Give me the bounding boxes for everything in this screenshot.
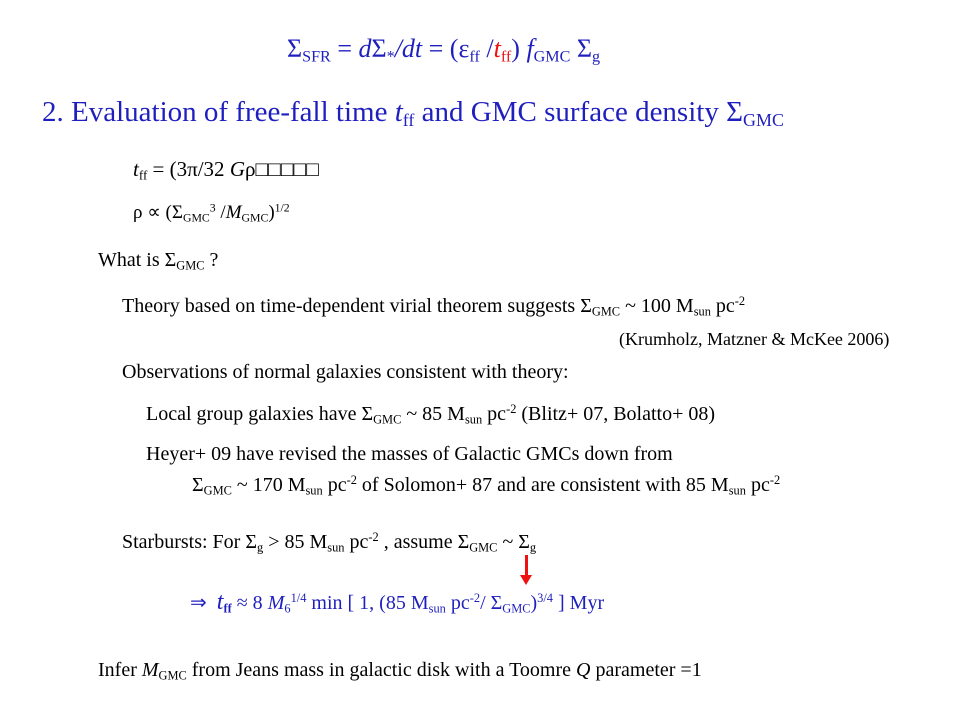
equation-text: / (479, 34, 494, 63)
starbursts-sup: -2 (368, 530, 379, 545)
result-text: ≈ 8 (231, 592, 268, 614)
heyer-msun-sub: sun (728, 483, 746, 498)
starbursts-g-sub: g (256, 540, 264, 555)
question-line (98, 249, 218, 272)
starbursts-gmc-sub: GMC (469, 540, 498, 555)
equation-sfr-sub: SFR (302, 48, 331, 66)
rho-sup: 3 (209, 201, 216, 215)
heading-sigma-sub: GMC (742, 110, 784, 131)
equation-epsilon: ε (458, 34, 470, 63)
theory-msun-sub: sun (693, 304, 711, 319)
rho-sup: 1/2 (274, 201, 290, 215)
result-msun-sub: sun (428, 601, 446, 616)
sfr-equation (287, 34, 600, 64)
result-sup: -2 (469, 591, 481, 606)
theory-text: Theory based on time-dependent virial theorem suggests Σ (122, 295, 592, 317)
local-group-sub: GMC (373, 412, 402, 427)
tff-text: = (3π/32 (147, 157, 230, 181)
infer-Q: Q (576, 659, 591, 681)
rho-text: / (215, 202, 226, 223)
equation-sigma-star: Σ (371, 34, 387, 63)
result-text: min [ 1, (85 M (306, 592, 429, 614)
result-M-sup: 1/4 (290, 591, 307, 606)
rho-M: M (225, 202, 242, 223)
rho-sub: GMC (182, 211, 210, 225)
heyer-text: pc (745, 474, 770, 496)
equation-t: t (493, 34, 501, 63)
equation-f-sub: GMC (533, 48, 571, 66)
implies-arrow-icon: ⇒ (190, 592, 207, 614)
equation-d: d (358, 34, 372, 63)
result-t: t (216, 589, 224, 615)
result-text: pc (445, 592, 470, 614)
rho-formula (133, 201, 290, 224)
heyer-sigma: Σ (192, 474, 204, 496)
heading-t-sub: ff (402, 110, 415, 131)
question-text: What is Σ (98, 249, 177, 271)
result-sup: 3/4 (537, 591, 554, 606)
heading-text: and GMC surface density (414, 96, 727, 128)
result-formula (190, 589, 604, 616)
result-text: / Σ (480, 592, 503, 614)
tff-rho: ρ (244, 157, 256, 181)
equation-star-sub: * (386, 48, 395, 66)
result-gmc-sub: GMC (502, 601, 531, 616)
tff-t-sub: ff (138, 167, 148, 183)
theory-text: ~ 100 M (620, 295, 694, 317)
equation-t-sub: ff (500, 48, 512, 66)
heyer-sup: -2 (769, 473, 781, 488)
starbursts-g-sub: g (529, 540, 537, 555)
heyer-sub: GMC (203, 483, 232, 498)
heyer-text: pc (322, 474, 347, 496)
heyer-line-1: Heyer+ 09 have revised the masses of Galactic GMCs down from (146, 443, 673, 465)
heyer-msun-sub: sun (305, 483, 323, 498)
heading-sigma: Σ (726, 96, 743, 128)
result-M-sub: 6 (284, 601, 291, 616)
equation-f: f (526, 34, 534, 63)
local-group-sup: -2 (506, 402, 517, 417)
local-group-text: ~ 85 M (401, 403, 465, 425)
question-sub: GMC (176, 258, 205, 273)
heyer-sup: -2 (346, 473, 357, 488)
rho-text: ) (268, 202, 275, 223)
theory-sub: GMC (591, 304, 621, 319)
infer-line (98, 659, 702, 682)
equation-sigma: Σ (287, 34, 303, 63)
local-group-citation: (Blitz+ 07, Bolatto+ 08) (516, 403, 716, 425)
starbursts-text: ~ Σ (497, 531, 530, 553)
theory-line (122, 295, 745, 318)
equation-dt: /dt (394, 34, 423, 63)
local-group-line (146, 403, 715, 426)
heyer-line-2 (192, 474, 780, 497)
starbursts-text: > 85 M (263, 531, 328, 553)
infer-M: M (141, 659, 159, 681)
result-text: ] Myr (553, 592, 605, 614)
heading-text: 2. Evaluation of free-fall time (42, 96, 395, 128)
rho-sub: GMC (241, 211, 269, 225)
theory-sup: -2 (734, 294, 746, 309)
starbursts-text: Starbursts: For Σ (122, 531, 257, 553)
theory-text: pc (710, 295, 735, 317)
local-group-text: Local group galaxies have Σ (146, 403, 374, 425)
infer-text: from Jeans mass in galactic disk with a Toomre (186, 659, 577, 681)
heading-t: t (394, 96, 403, 128)
question-text: ? (204, 249, 219, 271)
equation-text: = (330, 34, 359, 63)
equation-text: ) (511, 34, 527, 63)
starbursts-text: , assume Σ (378, 531, 470, 553)
heyer-text: ~ 170 M (231, 474, 306, 496)
tff-G: G (229, 157, 245, 181)
tff-t: t (133, 157, 139, 181)
red-arrow-down-icon (520, 575, 532, 585)
heyer-text: of Solomon+ 87 and are consistent with 85 M (356, 474, 729, 496)
equation-g-sub: g (592, 48, 601, 66)
result-text: ) (530, 592, 538, 614)
local-group-msun-sub: sun (464, 412, 483, 427)
infer-M-sub: GMC (158, 668, 187, 683)
equation-eps-sub: ff (469, 48, 480, 66)
observations-line: Observations of normal galaxies consistent with theory: (122, 361, 569, 383)
infer-text: parameter =1 (590, 659, 702, 681)
equation-sigma-g: Σ (576, 34, 593, 63)
starbursts-line (122, 531, 536, 554)
equation-text: = ( (422, 34, 459, 63)
starbursts-msun-sub: sun (327, 540, 345, 555)
tff-formula (133, 157, 319, 182)
section-heading (42, 96, 784, 129)
local-group-text: pc (482, 403, 507, 425)
citation: (Krumholz, Matzner & McKee 2006) (619, 329, 890, 349)
starbursts-text: pc (344, 531, 369, 553)
infer-text: Infer (98, 659, 142, 681)
result-M: M (267, 592, 285, 614)
result-t-sub: ff (223, 601, 232, 616)
tff-missing-glyphs: □□□□□ (255, 157, 319, 181)
rho-text: ρ ∝ (Σ (133, 202, 183, 223)
